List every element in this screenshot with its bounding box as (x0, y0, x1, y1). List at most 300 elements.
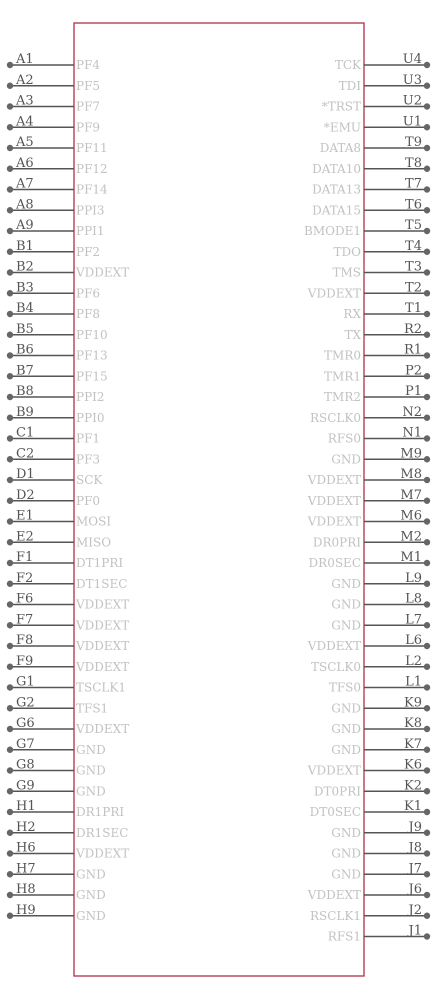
pin-signal-name: PF3 (76, 452, 101, 467)
right-pin (332, 260, 430, 280)
left-pin (7, 882, 106, 902)
left-pin (7, 343, 108, 363)
left-pin-column (7, 52, 129, 923)
right-pin (328, 924, 430, 944)
pin-terminal-dot (424, 456, 430, 462)
pin-terminal-dot (7, 249, 13, 255)
pin-signal-name: VDDEXT (76, 597, 130, 612)
pin-number: G1 (16, 674, 35, 690)
pin-terminal-dot (424, 684, 430, 690)
pin-number: T3 (405, 259, 422, 275)
pin-terminal-dot (7, 166, 13, 172)
pin-number: G7 (16, 736, 35, 752)
pin-signal-name: VDDEXT (76, 846, 130, 861)
left-pin (7, 446, 100, 466)
left-pin (7, 467, 104, 487)
pin-signal-name: GND (331, 825, 361, 840)
pin-signal-name: GND (331, 452, 361, 467)
pin-signal-name: PPI2 (76, 390, 105, 404)
pin-signal-name: DT0SEC (309, 805, 361, 819)
left-pin (7, 135, 108, 155)
pin-signal-name: TMR1 (324, 369, 361, 384)
right-pin (313, 529, 430, 549)
right-pin (324, 114, 430, 134)
right-pin (314, 778, 430, 798)
pin-number: H6 (16, 840, 36, 856)
pin-signal-name: GND (76, 888, 106, 902)
right-pin (331, 716, 430, 736)
pin-signal-name: RFS0 (327, 431, 361, 446)
pin-terminal-dot (424, 539, 430, 545)
pin-terminal-dot (424, 332, 430, 338)
pin-number: T1 (405, 301, 422, 316)
left-pin (7, 654, 129, 674)
left-pin (7, 841, 129, 861)
left-pin (7, 799, 125, 819)
pin-terminal-dot (424, 373, 430, 379)
left-pin (7, 384, 105, 404)
right-pin (310, 799, 431, 819)
pin-number: M6 (400, 508, 422, 524)
pin-number: T9 (405, 135, 422, 150)
pin-number: A5 (16, 135, 34, 150)
pin-signal-name: RSCLK1 (309, 908, 361, 923)
pin-terminal-dot (424, 269, 430, 275)
right-pin (307, 467, 430, 487)
right-pin (324, 343, 430, 363)
pin-number: R2 (403, 321, 422, 337)
right-pin (307, 509, 430, 529)
right-pin (312, 177, 430, 197)
pin-signal-name: DATA8 (319, 141, 361, 155)
pin-terminal-dot (7, 62, 13, 68)
right-pin (331, 446, 430, 466)
pin-number: J8 (408, 840, 422, 856)
right-pin (331, 571, 430, 591)
pin-number: P1 (404, 384, 422, 399)
pin-terminal-dot (424, 622, 430, 628)
pin-number: U4 (402, 52, 422, 67)
left-pin (7, 218, 105, 238)
right-pin (320, 135, 430, 155)
pin-signal-name: TSCLK0 (311, 659, 361, 674)
pin-signal-name: RFS1 (327, 929, 361, 944)
right-pin (344, 322, 430, 342)
left-pin (7, 426, 100, 446)
pin-terminal-dot (7, 913, 13, 919)
pin-terminal-dot (7, 705, 13, 711)
left-pin (7, 363, 108, 383)
pin-terminal-dot (7, 435, 13, 441)
pin-number: M8 (400, 467, 422, 482)
pin-terminal-dot (7, 643, 13, 649)
pin-terminal-dot (424, 726, 430, 732)
pin-number: B1 (16, 238, 34, 254)
pin-number: D1 (16, 467, 35, 482)
pin-number: F9 (16, 653, 34, 669)
pin-terminal-dot (7, 747, 13, 753)
pin-terminal-dot (7, 290, 13, 296)
pin-terminal-dot (7, 767, 13, 773)
pin-terminal-dot (7, 124, 13, 130)
left-pin (7, 571, 128, 591)
pin-signal-name: GND (331, 618, 361, 633)
pin-terminal-dot (424, 83, 430, 89)
left-pin (7, 695, 108, 715)
pin-terminal-dot (424, 643, 430, 649)
right-pin (324, 363, 430, 383)
pin-number: F6 (16, 591, 34, 607)
left-pin (7, 716, 129, 736)
pin-signal-name: MOSI (76, 514, 112, 529)
pin-number: T8 (405, 155, 422, 171)
left-pin (7, 156, 108, 176)
right-pin (331, 820, 430, 840)
pin-number: L7 (405, 612, 422, 628)
pin-signal-name: TCK (334, 58, 361, 72)
pin-number: T5 (405, 218, 422, 233)
pin-number: B8 (16, 384, 34, 399)
pin-terminal-dot (424, 560, 430, 566)
pin-terminal-dot (424, 788, 430, 794)
pin-number: G8 (16, 757, 35, 773)
pin-signal-name: GND (331, 576, 361, 591)
left-pin (7, 94, 100, 114)
pin-signal-name: VDDEXT (307, 639, 361, 653)
pin-terminal-dot (7, 332, 13, 338)
pin-number: J9 (408, 819, 422, 835)
left-pin (7, 239, 100, 259)
pin-terminal-dot (7, 103, 13, 109)
pin-number: A7 (16, 176, 34, 192)
right-pin (310, 903, 430, 923)
left-pin (7, 861, 106, 881)
pin-signal-name: VDDEXT (76, 265, 130, 280)
right-pin-column (304, 52, 430, 944)
pin-signal-name: DATA13 (312, 182, 361, 197)
pin-number: U1 (402, 114, 422, 130)
pin-number: H8 (16, 882, 36, 897)
pin-terminal-dot (7, 581, 13, 587)
pin-number: L9 (405, 570, 422, 586)
pin-number: A6 (16, 155, 34, 171)
left-pin (7, 737, 106, 757)
pin-number: C1 (16, 425, 35, 441)
pin-number: P2 (404, 363, 422, 379)
pin-signal-name: PPI3 (76, 203, 105, 218)
pin-terminal-dot (424, 871, 430, 877)
left-pin (7, 612, 129, 632)
pin-terminal-dot (7, 622, 13, 628)
pin-number: F7 (16, 612, 34, 628)
pin-terminal-dot (424, 518, 430, 524)
pin-number: B4 (16, 301, 34, 316)
pin-number: G2 (16, 695, 35, 711)
right-pin (329, 675, 430, 695)
pin-number: F1 (16, 550, 34, 565)
pin-signal-name: PPI1 (76, 224, 105, 238)
pin-signal-name: GND (76, 763, 106, 778)
pin-terminal-dot (424, 747, 430, 753)
right-pin (331, 612, 430, 632)
pin-number: L8 (405, 591, 422, 607)
pin-signal-name: PF10 (76, 327, 108, 342)
left-pin (7, 197, 105, 217)
pin-number: U2 (402, 93, 422, 109)
left-pin (7, 52, 101, 72)
pin-signal-name: PPI0 (76, 410, 105, 425)
pin-number: K8 (404, 716, 422, 731)
pin-number: N1 (402, 425, 422, 441)
pin-signal-name: GND (331, 867, 361, 882)
pin-number: L1 (405, 674, 422, 690)
pin-terminal-dot (7, 269, 13, 275)
pin-signal-name: PF4 (76, 58, 101, 72)
pin-terminal-dot (7, 664, 13, 670)
pin-number: B7 (16, 363, 34, 379)
pin-terminal-dot (424, 394, 430, 400)
pin-terminal-dot (7, 477, 13, 483)
pin-terminal-dot (424, 124, 430, 130)
pin-number: N2 (402, 404, 422, 420)
pin-signal-name: GND (76, 742, 106, 757)
pin-terminal-dot (424, 415, 430, 421)
pin-terminal-dot (424, 435, 430, 441)
pin-signal-name: TFS1 (76, 701, 109, 716)
pin-terminal-dot (424, 352, 430, 358)
pin-terminal-dot (7, 83, 13, 89)
pin-signal-name: VDDEXT (76, 618, 130, 633)
pin-terminal-dot (7, 311, 13, 317)
pin-number: B9 (16, 404, 34, 420)
pin-signal-name: PF5 (76, 78, 101, 93)
pin-number: A1 (16, 52, 34, 67)
pin-signal-name: PF7 (76, 99, 101, 114)
pin-terminal-dot (7, 228, 13, 234)
pin-signal-name: DATA15 (312, 203, 361, 218)
pin-terminal-dot (424, 892, 430, 898)
pin-number: J7 (408, 861, 422, 877)
pin-signal-name: GND (331, 597, 361, 612)
left-pin (7, 322, 108, 342)
pin-signal-name: GND (76, 784, 106, 799)
right-pin (322, 94, 430, 114)
pin-signal-name: PF6 (76, 286, 101, 301)
pin-signal-name: PF8 (76, 307, 101, 321)
pin-terminal-dot (7, 850, 13, 856)
left-pin (7, 405, 105, 425)
pin-signal-name: DT0PRI (313, 784, 361, 799)
pin-number: H2 (16, 819, 36, 835)
pin-signal-name: GND (76, 867, 106, 882)
pin-signal-name: DR1PRI (76, 805, 125, 819)
pin-number: F2 (16, 570, 34, 586)
pin-terminal-dot (7, 871, 13, 877)
pin-signal-name: TDO (333, 244, 361, 259)
right-pin (307, 488, 430, 508)
pin-signal-name: VDDEXT (307, 286, 361, 301)
pin-signal-name: GND (331, 742, 361, 757)
pin-signal-name: VDDEXT (307, 514, 361, 529)
pin-number: K6 (404, 757, 422, 773)
pin-number: H1 (16, 799, 36, 814)
pin-signal-name: PF9 (76, 120, 101, 135)
pin-number: T2 (405, 280, 422, 296)
left-pin (7, 177, 108, 197)
right-pin (307, 758, 430, 778)
pin-number: J1 (408, 923, 422, 939)
right-pin (339, 73, 431, 93)
pin-signal-name: DT1SEC (76, 576, 128, 591)
pin-signal-name: DR1SEC (76, 825, 129, 840)
pin-number: F8 (16, 633, 34, 648)
pin-signal-name: PF13 (76, 348, 108, 363)
right-pin (343, 301, 430, 321)
pin-signal-name: TMR0 (324, 348, 361, 363)
left-pin (7, 114, 100, 134)
pin-terminal-dot (424, 103, 430, 109)
pin-terminal-dot (424, 809, 430, 815)
pin-signal-name: TDI (338, 78, 361, 93)
pin-signal-name: BMODE1 (304, 224, 361, 238)
left-pin (7, 675, 126, 695)
pin-terminal-dot (7, 726, 13, 732)
left-pin (7, 778, 106, 798)
pin-terminal-dot (7, 373, 13, 379)
pin-number: K2 (404, 778, 422, 794)
left-pin (7, 280, 100, 300)
pin-number: M9 (400, 446, 422, 462)
pin-signal-name: VDDEXT (307, 493, 361, 508)
pin-number: J6 (408, 882, 422, 897)
pin-number: E1 (16, 508, 34, 524)
pin-terminal-dot (424, 850, 430, 856)
pin-number: B2 (16, 259, 34, 275)
pin-signal-name: DATA10 (312, 161, 361, 176)
pin-signal-name: DR0SEC (308, 556, 361, 570)
pin-terminal-dot (424, 477, 430, 483)
pin-terminal-dot (424, 767, 430, 773)
pin-number: L6 (405, 633, 422, 648)
pin-terminal-dot (424, 145, 430, 151)
right-pin (324, 384, 430, 404)
pin-signal-name: TMS (332, 265, 361, 280)
pin-terminal-dot (7, 684, 13, 690)
pin-number: H9 (16, 902, 36, 918)
left-pin (7, 820, 129, 840)
pin-terminal-dot (424, 311, 430, 317)
left-pin (7, 509, 112, 529)
pin-number: T7 (405, 176, 422, 192)
pin-terminal-dot (7, 186, 13, 192)
pin-signal-name: TX (344, 327, 361, 342)
pin-number: A3 (16, 93, 34, 109)
pin-signal-name: VDDEXT (76, 722, 130, 736)
pin-terminal-dot (7, 518, 13, 524)
pin-signal-name: VDDEXT (307, 763, 361, 778)
right-pin (331, 737, 430, 757)
pin-terminal-dot (424, 933, 430, 939)
left-pin (7, 488, 100, 508)
pin-terminal-dot (424, 62, 430, 68)
pin-terminal-dot (424, 228, 430, 234)
pin-number: J2 (408, 902, 422, 918)
pin-number: M1 (400, 550, 422, 565)
pin-signal-name: GND (76, 908, 106, 923)
pin-signal-name: TMR2 (324, 390, 361, 404)
pin-number: A8 (16, 197, 34, 213)
pin-number: K1 (404, 799, 422, 814)
pin-number: T4 (405, 238, 422, 254)
pin-terminal-dot (7, 830, 13, 836)
left-pin (7, 758, 106, 778)
pin-signal-name: *EMU (323, 120, 361, 135)
pin-terminal-dot (7, 394, 13, 400)
right-pin (307, 882, 430, 902)
right-pin (331, 841, 430, 861)
pin-number: K9 (404, 695, 422, 711)
right-pin (312, 156, 430, 176)
pin-signal-name: RSCLK0 (309, 410, 361, 425)
pin-signal-name: VDDEXT (76, 639, 130, 653)
pin-number: K7 (404, 736, 422, 752)
pin-terminal-dot (424, 830, 430, 836)
pin-signal-name: PF12 (76, 161, 108, 176)
pin-signal-name: TFS0 (328, 680, 361, 695)
right-pin (311, 654, 430, 674)
right-pin (304, 218, 430, 238)
pin-signal-name: VDDEXT (76, 659, 130, 674)
pin-number: C2 (16, 446, 35, 462)
pin-terminal-dot (7, 601, 13, 607)
pin-signal-name: VDDEXT (307, 473, 361, 487)
pin-terminal-dot (424, 166, 430, 172)
left-pin (7, 260, 129, 280)
pin-number: T6 (405, 197, 422, 213)
pin-terminal-dot (7, 788, 13, 794)
pin-number: L2 (405, 653, 422, 669)
pin-number: A4 (16, 114, 34, 130)
right-pin (335, 52, 430, 72)
pin-number: M7 (400, 487, 422, 503)
pin-terminal-dot (7, 560, 13, 566)
pin-terminal-dot (424, 290, 430, 296)
pin-signal-name: TSCLK1 (76, 680, 126, 695)
pin-signal-name: GND (331, 722, 361, 736)
left-pin (7, 633, 129, 653)
right-pin (312, 197, 430, 217)
pin-signal-name: RX (343, 307, 361, 321)
pin-signal-name: MISO (76, 535, 112, 550)
pin-number: M2 (400, 529, 422, 545)
pin-number: E2 (16, 529, 34, 545)
pin-number: H7 (16, 861, 36, 877)
pin-signal-name: PF1 (76, 431, 101, 446)
pin-signal-name: VDDEXT (307, 888, 361, 902)
pin-terminal-dot (424, 581, 430, 587)
pin-terminal-dot (7, 145, 13, 151)
pin-terminal-dot (7, 207, 13, 213)
pin-terminal-dot (7, 892, 13, 898)
right-pin (328, 426, 430, 446)
pin-signal-name: GND (331, 846, 361, 861)
pin-terminal-dot (424, 249, 430, 255)
pin-terminal-dot (7, 539, 13, 545)
pin-number: A9 (16, 218, 34, 233)
pin-terminal-dot (7, 415, 13, 421)
pin-terminal-dot (424, 186, 430, 192)
pin-number: B3 (16, 280, 34, 296)
